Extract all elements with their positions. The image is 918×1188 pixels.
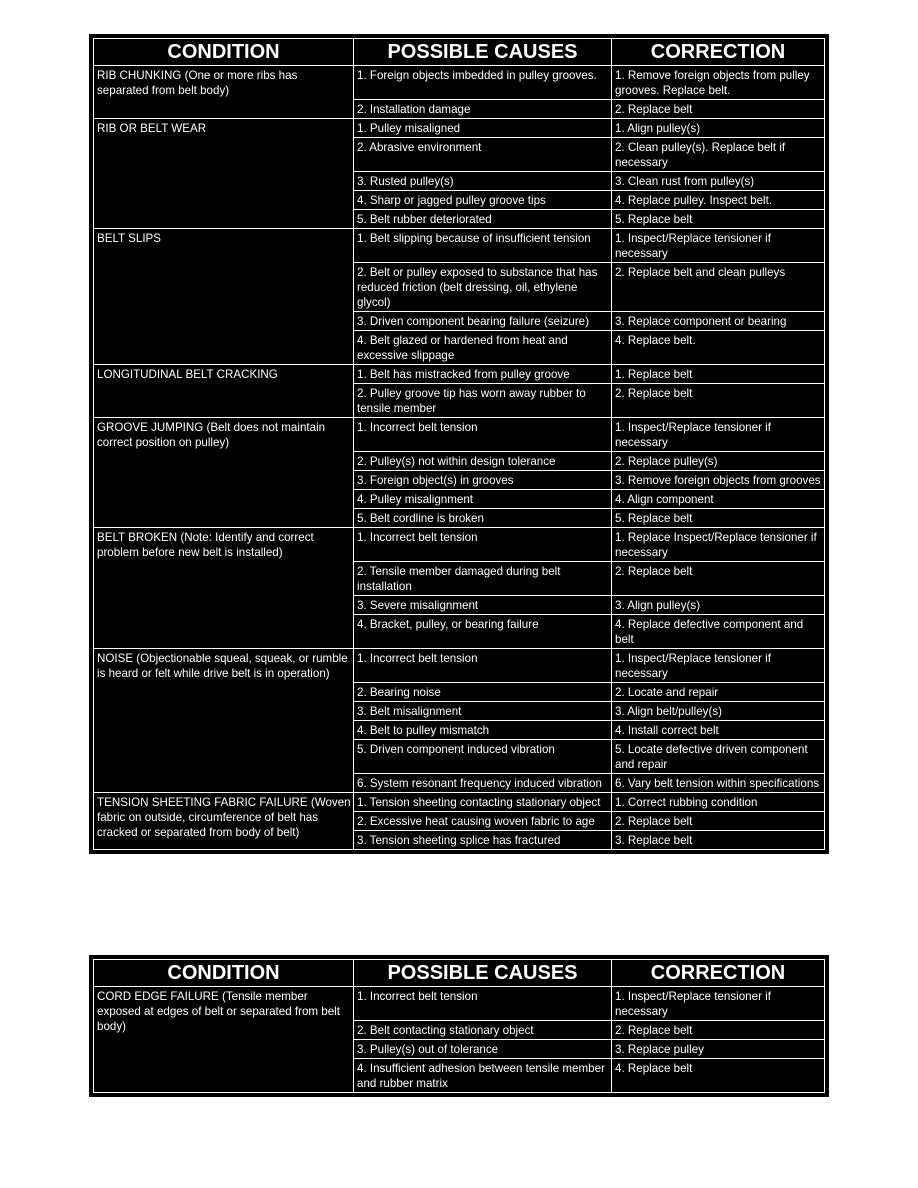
- possible-cause-cell: 4. Belt glazed or hardened from heat and excessive slippage: [354, 331, 612, 365]
- possible-cause-cell: 1. Pulley misaligned: [354, 119, 612, 138]
- correction-cell: 2. Locate and repair: [612, 683, 825, 702]
- correction-cell: 4. Install correct belt: [612, 721, 825, 740]
- correction-cell: 4. Replace pulley. Inspect belt.: [612, 191, 825, 210]
- correction-cell: 2. Replace belt: [612, 384, 825, 418]
- possible-cause-cell: 1. Foreign objects imbedded in pulley grooves.: [354, 66, 612, 100]
- correction-cell: 2. Replace pulley(s): [612, 452, 825, 471]
- possible-cause-cell: 5. Driven component induced vibration: [354, 740, 612, 774]
- possible-cause-cell: 1. Incorrect belt tension: [354, 987, 612, 1021]
- correction-cell: 2. Replace belt: [612, 562, 825, 596]
- table-row: [94, 793, 825, 812]
- condition-cell: LONGITUDINAL BELT CRACKING: [94, 365, 354, 418]
- possible-cause-cell: 1. Belt slipping because of insufficient tension: [354, 229, 612, 263]
- header-possible-causes: POSSIBLE CAUSES: [354, 39, 612, 66]
- correction-cell: 1. Inspect/Replace tensioner if necessary: [612, 649, 825, 683]
- correction-cell: 1. Replace belt: [612, 365, 825, 384]
- possible-cause-cell: 6. System resonant frequency induced vibration: [354, 774, 612, 793]
- possible-cause-cell: 5. Belt cordline is broken: [354, 509, 612, 528]
- correction-cell: 3. Align pulley(s): [612, 596, 825, 615]
- correction-cell: 2. Replace belt: [612, 812, 825, 831]
- possible-cause-cell: 1. Incorrect belt tension: [354, 418, 612, 452]
- possible-cause-cell: 1. Incorrect belt tension: [354, 528, 612, 562]
- header-correction: CORRECTION: [612, 39, 825, 66]
- possible-cause-cell: 1. Tension sheeting contacting stationary object: [354, 793, 612, 812]
- possible-cause-cell: 4. Belt to pulley mismatch: [354, 721, 612, 740]
- possible-cause-cell: 2. Belt contacting stationary object: [354, 1021, 612, 1040]
- correction-cell: 6. Vary belt tension within specifications: [612, 774, 825, 793]
- table-row: [94, 119, 825, 138]
- possible-cause-cell: 2. Pulley groove tip has worn away rubber to tensile member: [354, 384, 612, 418]
- condition-cell: RIB CHUNKING (One or more ribs has separated from belt body): [94, 66, 354, 119]
- troubleshooting-table-1-frame: [89, 34, 829, 854]
- condition-cell: NOISE (Objectionable squeal, squeak, or rumble is heard or felt while drive belt is in operation): [94, 649, 354, 793]
- correction-cell: 4. Replace belt: [612, 1059, 825, 1093]
- correction-cell: 5. Replace belt: [612, 210, 825, 229]
- condition-cell: GROOVE JUMPING (Belt does not maintain correct position on pulley): [94, 418, 354, 528]
- possible-cause-cell: 4. Bracket, pulley, or bearing failure: [354, 615, 612, 649]
- troubleshooting-table-2: [93, 959, 825, 1093]
- possible-cause-cell: 2. Installation damage: [354, 100, 612, 119]
- correction-cell: 5. Locate defective driven component and repair: [612, 740, 825, 774]
- troubleshooting-table-1: [93, 38, 825, 850]
- possible-cause-cell: 3. Rusted pulley(s): [354, 172, 612, 191]
- correction-cell: 4. Replace defective component and belt: [612, 615, 825, 649]
- header-row: [94, 39, 825, 66]
- table-body: [94, 66, 825, 850]
- correction-cell: 2. Clean pulley(s). Replace belt if necessary: [612, 138, 825, 172]
- correction-cell: 2. Replace belt and clean pulleys: [612, 263, 825, 312]
- correction-cell: 3. Remove foreign objects from grooves: [612, 471, 825, 490]
- condition-cell: BELT SLIPS: [94, 229, 354, 365]
- table-row: [94, 649, 825, 683]
- possible-cause-cell: 2. Pulley(s) not within design tolerance: [354, 452, 612, 471]
- correction-cell: 3. Replace pulley: [612, 1040, 825, 1059]
- correction-cell: 2. Replace belt: [612, 1021, 825, 1040]
- possible-cause-cell: 2. Tensile member damaged during belt installation: [354, 562, 612, 596]
- table-row: [94, 229, 825, 263]
- table-row: [94, 418, 825, 452]
- possible-cause-cell: 2. Bearing noise: [354, 683, 612, 702]
- correction-cell: 3. Align belt/pulley(s): [612, 702, 825, 721]
- table-body: [94, 987, 825, 1093]
- possible-cause-cell: 4. Insufficient adhesion between tensile member and rubber matrix: [354, 1059, 612, 1093]
- correction-cell: 1. Inspect/Replace tensioner if necessary: [612, 987, 825, 1021]
- condition-cell: BELT BROKEN (Note: Identify and correct problem before new belt is installed): [94, 528, 354, 649]
- table-row: [94, 987, 825, 1021]
- condition-cell: TENSION SHEETING FABRIC FAILURE (Woven fabric on outside, circumference of belt has cracked or separated from body of belt): [94, 793, 354, 850]
- table-row: [94, 528, 825, 562]
- possible-cause-cell: 3. Belt misalignment: [354, 702, 612, 721]
- correction-cell: 1. Remove foreign objects from pulley grooves. Replace belt.: [612, 66, 825, 100]
- correction-cell: 2. Replace belt: [612, 100, 825, 119]
- condition-cell: CORD EDGE FAILURE (Tensile member exposed at edges of belt or separated from belt body): [94, 987, 354, 1093]
- correction-cell: 3. Replace belt: [612, 831, 825, 850]
- condition-cell: RIB OR BELT WEAR: [94, 119, 354, 229]
- possible-cause-cell: 1. Belt has mistracked from pulley groove: [354, 365, 612, 384]
- correction-cell: 3. Clean rust from pulley(s): [612, 172, 825, 191]
- possible-cause-cell: 4. Sharp or jagged pulley groove tips: [354, 191, 612, 210]
- header-possible-causes: POSSIBLE CAUSES: [354, 960, 612, 987]
- correction-cell: 3. Replace component or bearing: [612, 312, 825, 331]
- possible-cause-cell: 2. Belt or pulley exposed to substance that has reduced friction (belt dressing, oil, ethylene glycol): [354, 263, 612, 312]
- correction-cell: 1. Replace Inspect/Replace tensioner if necessary: [612, 528, 825, 562]
- correction-cell: 1. Inspect/Replace tensioner if necessary: [612, 418, 825, 452]
- correction-cell: 1. Align pulley(s): [612, 119, 825, 138]
- correction-cell: 1. Correct rubbing condition: [612, 793, 825, 812]
- table-row: [94, 365, 825, 384]
- possible-cause-cell: 3. Severe misalignment: [354, 596, 612, 615]
- possible-cause-cell: 3. Foreign object(s) in grooves: [354, 471, 612, 490]
- table-row: [94, 66, 825, 100]
- possible-cause-cell: 1. Incorrect belt tension: [354, 649, 612, 683]
- header-row: [94, 960, 825, 987]
- possible-cause-cell: 2. Abrasive environment: [354, 138, 612, 172]
- troubleshooting-table-2-frame: [89, 955, 829, 1097]
- possible-cause-cell: 4. Pulley misalignment: [354, 490, 612, 509]
- correction-cell: 5. Replace belt: [612, 509, 825, 528]
- possible-cause-cell: 3. Pulley(s) out of tolerance: [354, 1040, 612, 1059]
- possible-cause-cell: 5. Belt rubber deteriorated: [354, 210, 612, 229]
- header-condition: CONDITION: [94, 39, 354, 66]
- possible-cause-cell: 3. Driven component bearing failure (seizure): [354, 312, 612, 331]
- correction-cell: 1. Inspect/Replace tensioner if necessary: [612, 229, 825, 263]
- header-correction: CORRECTION: [612, 960, 825, 987]
- possible-cause-cell: 3. Tension sheeting splice has fractured: [354, 831, 612, 850]
- correction-cell: 4. Align component: [612, 490, 825, 509]
- header-condition: CONDITION: [94, 960, 354, 987]
- possible-cause-cell: 2. Excessive heat causing woven fabric to age: [354, 812, 612, 831]
- correction-cell: 4. Replace belt.: [612, 331, 825, 365]
